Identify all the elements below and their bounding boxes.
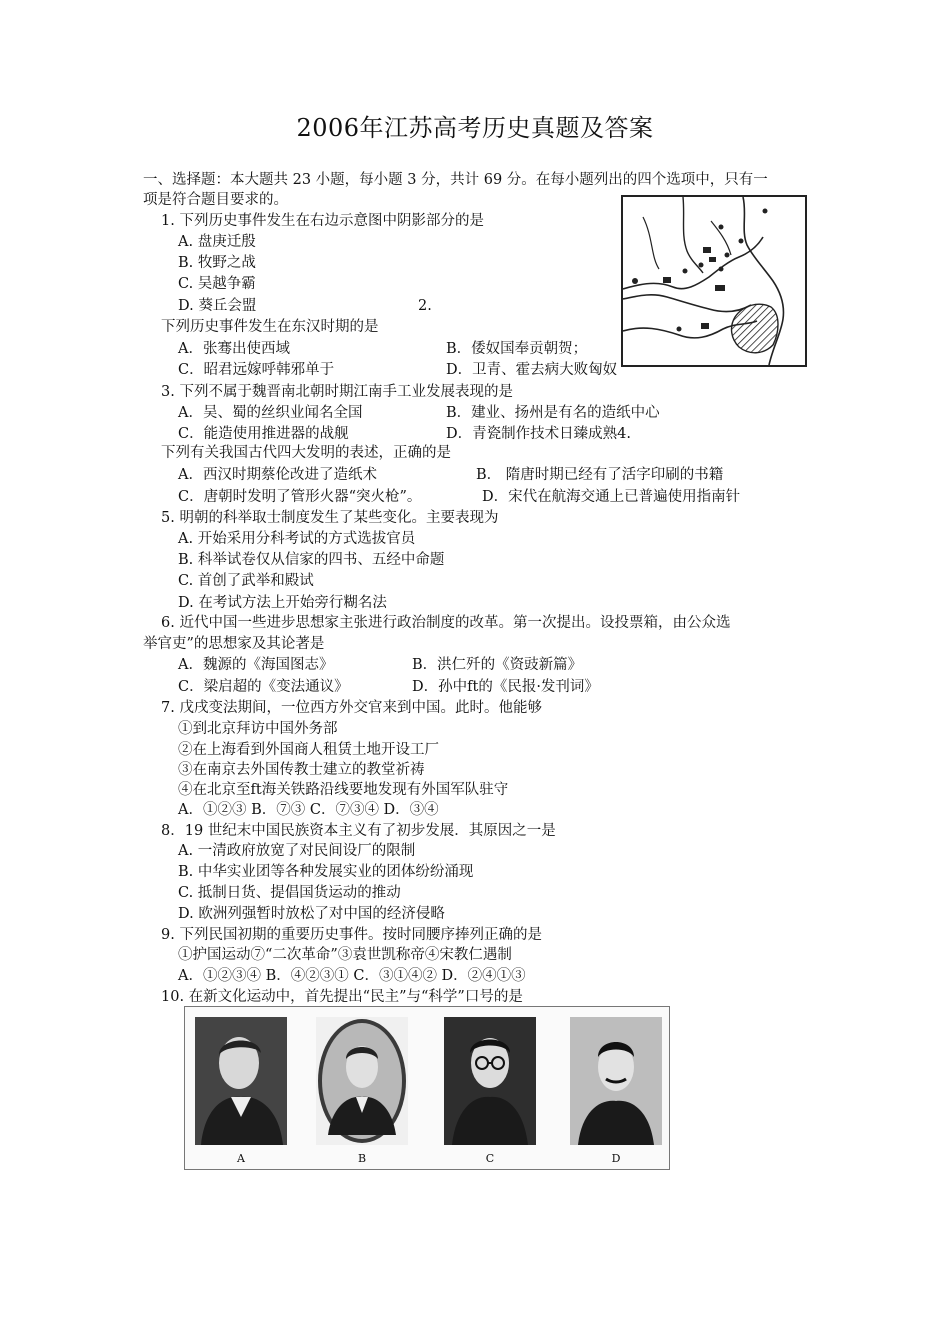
question-line: 2. xyxy=(418,298,432,314)
question-line: D. 葵丘会盟 xyxy=(178,298,257,314)
question-line: A. 开始采用分科考试的方式选拔官员 xyxy=(178,531,416,547)
question-line: B．倭奴国奉贡朝贺； xyxy=(446,341,588,357)
section-intro-line-1: 一、选择题：本大题共 23 小题，每小题 3 分，共计 69 分。在每小题列出的四个选项中，只有一 xyxy=(143,172,768,188)
question-line: D．青瓷制作技术日臻成熟4. xyxy=(446,426,631,442)
portrait-a xyxy=(195,1017,287,1145)
question-line: C．昭君远嫁呼韩邪单于 xyxy=(178,362,335,378)
question-line: ①到北京拜访中国外务部 xyxy=(178,721,338,737)
question-line: C．能造使用推进器的战舰 xyxy=(178,426,349,442)
portrait-caption-c: C xyxy=(485,1152,495,1165)
question-line: B. 牧野之战 xyxy=(178,255,256,271)
portrait-b xyxy=(316,1017,408,1145)
question-line: 6. 近代中国一些进步思想家主张进行政治制度的改革。第一次提出。设投票箱，由公众选 xyxy=(161,615,731,631)
question-line: A. 盘庚迁殷 xyxy=(178,234,256,250)
question-line: D．卫青、霍去病大败匈奴 xyxy=(446,362,618,378)
question-line: 下列有关我国古代四大发明的表述，正确的是 xyxy=(161,445,451,461)
question-line: 8．19 世纪末中国民族资本主义有了初步发展．其原因之一是 xyxy=(161,823,556,839)
question-line: 7. 戊戌变法期间，一位西方外交官来到中国。此时。他能够 xyxy=(161,700,542,716)
question-line: D．宋代在航海交通上已普遍使用指南针 xyxy=(482,489,741,505)
question-line: B. 科举试卷仅从信家的四书、五经中命题 xyxy=(178,552,445,568)
question-line: 9. 下列民国初期的重要历史事件。按时同腰序捧列正确的是 xyxy=(161,927,542,943)
question-line: C．唐朝时发明了管形火器“突火枪”。 xyxy=(178,489,422,505)
question-line: B． 隋唐时期已经有了活字印刷的书籍 xyxy=(476,467,724,483)
portrait-caption-b: B xyxy=(357,1152,367,1165)
question-line: 举官吏”的思想家及其论著是 xyxy=(143,636,325,652)
question-line: C. 吴越争霸 xyxy=(178,276,256,292)
question-10-portraits xyxy=(184,1006,670,1170)
question-line: A．张骞出使西域 xyxy=(178,341,290,357)
portrait-c xyxy=(444,1017,536,1145)
question-line: A．魏源的《海国图志》 xyxy=(178,657,334,673)
question-line: ③在南京去外国传教士建立的教堂祈祷 xyxy=(178,762,425,778)
question-line: D．孙中ft的《民报·发刊词》 xyxy=(412,679,599,695)
question-line: C. 抵制日货、提倡国货运动的推动 xyxy=(178,885,401,901)
section-intro-line-2: 项是符合题目要求的。 xyxy=(143,192,288,208)
question-line: B．洪仁歼的《资豉新篇》 xyxy=(412,657,583,673)
question-line: A．①②③ B．⑦③ C．⑦③④ D．③④ xyxy=(178,802,439,818)
question-line: ②在上海看到外国商人租赁土地开设工厂 xyxy=(178,742,439,758)
question-line: B. 中华实业团等各种发展实业的团体纷纷涌现 xyxy=(178,864,474,880)
page-title: 2006年江苏高考历史真题及答案 xyxy=(296,114,654,142)
question-line: A．吴、蜀的丝织业闻名全国 xyxy=(178,405,363,421)
question-1-map xyxy=(621,195,807,367)
question-line: ④在北京至ft海关铁路沿线要地发现有外国军队驻守 xyxy=(178,782,509,798)
question-line: A．西汉时期蔡伦改进了造纸术 xyxy=(178,467,377,483)
map-drawing xyxy=(623,197,805,365)
portrait-caption-a: A xyxy=(237,1152,245,1165)
portrait-caption-d: D xyxy=(611,1152,621,1165)
question-line: D. 欧洲列强暂时放松了对中国的经济侵略 xyxy=(178,906,445,922)
question-line: C. 首创了武举和殿试 xyxy=(178,573,314,589)
question-line: 1. 下列历史事件发生在右边示意图中阴影部分的是 xyxy=(161,213,484,229)
question-line: 下列历史事件发生在东汉时期的是 xyxy=(161,319,379,335)
question-line: 5. 明朝的科举取士制度发生了某些变化。主要表现为 xyxy=(161,510,499,526)
question-line: 3. 下列不属于魏晋南北朝时期江南手工业发展表现的是 xyxy=(161,384,513,400)
question-line: A．①②③④ B．④②③① C．③①④② D．②④①③ xyxy=(178,968,526,984)
question-line: A. 一清政府放宽了对民间设厂的限制 xyxy=(178,843,416,859)
question-line: C．梁启超的《变法通议》 xyxy=(178,679,349,695)
question-line: 10. 在新文化运动中，首先提出“民主”与“科学”口号的是 xyxy=(161,989,523,1005)
question-line: B．建业、扬州是有名的造纸中心 xyxy=(446,405,660,421)
question-line: ①护国运动⑦“二次革命”③袁世凯称帝④宋教仁遇制 xyxy=(178,947,512,963)
portrait-d xyxy=(570,1017,662,1145)
question-line: D. 在考试方法上开始旁行糊名法 xyxy=(178,595,387,611)
